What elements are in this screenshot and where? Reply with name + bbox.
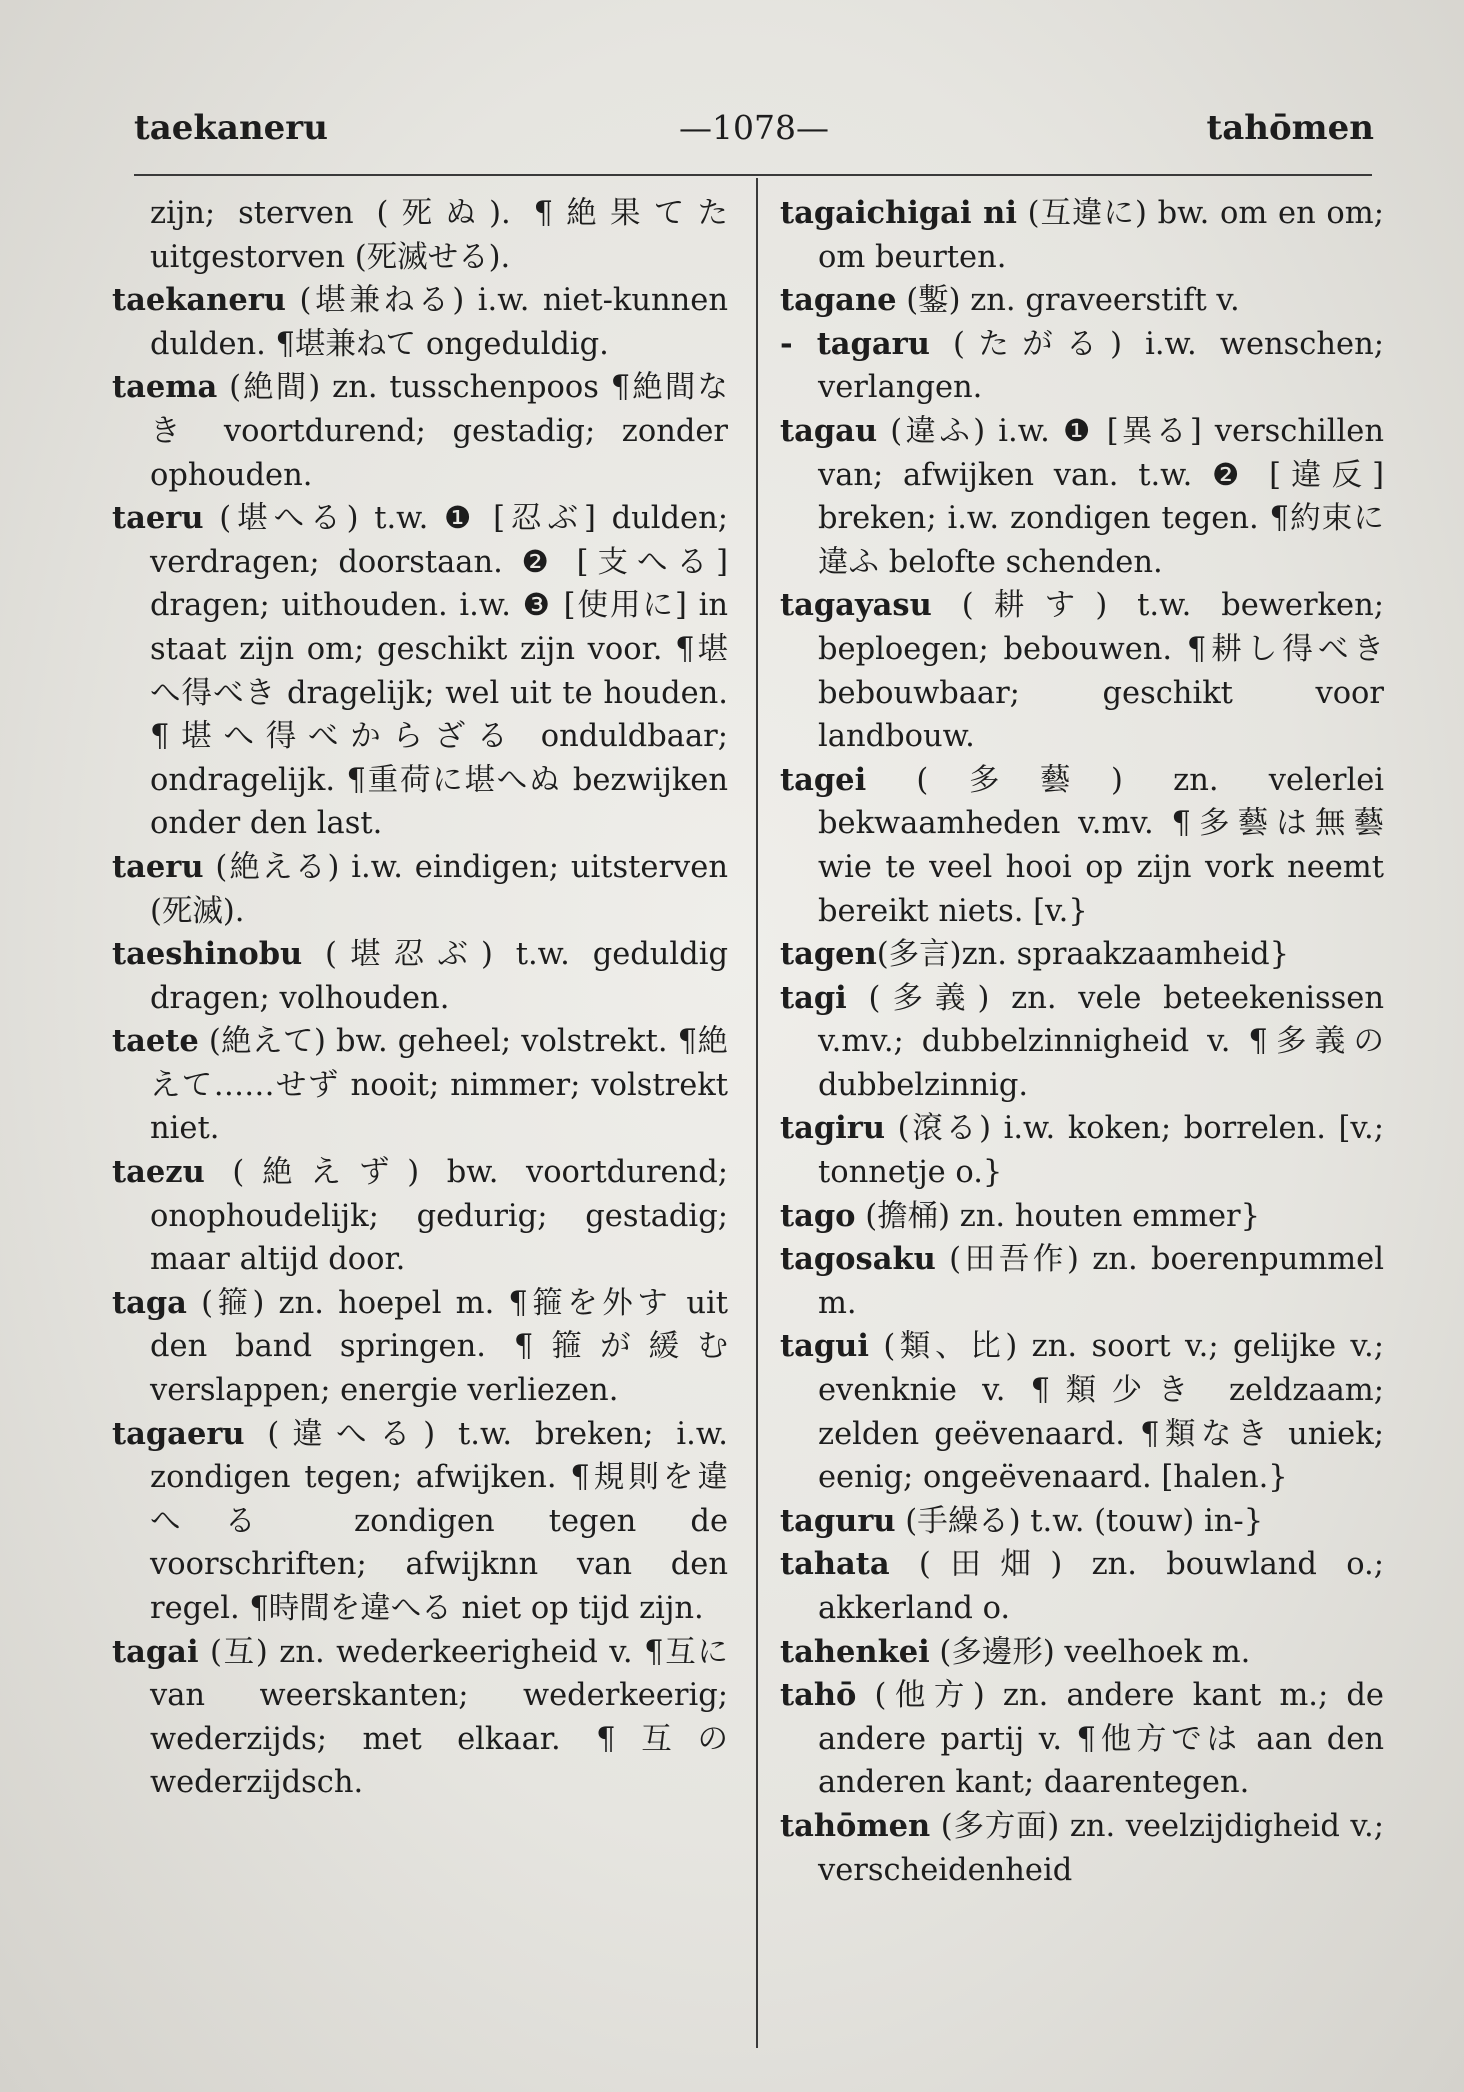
dictionary-entry bbox=[112, 497, 728, 846]
entry-headword: tahenkei bbox=[780, 1633, 930, 1670]
dictionary-entry bbox=[780, 1500, 1384, 1544]
dictionary-entry bbox=[112, 1282, 728, 1413]
entry-headword: tagai bbox=[112, 1633, 199, 1670]
right-running-head: tahōmen bbox=[1206, 108, 1374, 148]
entry-headword: taeshinobu bbox=[112, 936, 303, 973]
entry-definition: (鏨) zn. graveerstift v. bbox=[896, 283, 1240, 319]
entry-headword: tagosaku bbox=[780, 1241, 936, 1278]
dictionary-entry bbox=[780, 1631, 1384, 1675]
entry-definition: (絶えて) bw. geheel; volstrekt. ¶絶えて……せず nooit; nimmer; volstrekt niet. bbox=[150, 1024, 728, 1147]
entry-definition: (滾る) i.w. koken; borrelen. [v.; tonnetje o.} bbox=[818, 1111, 1384, 1191]
entry-headword: tagei bbox=[780, 761, 867, 798]
entry-headword: taeru bbox=[112, 848, 204, 885]
entry-definition: (耕す) t.w. bewerken; beploegen; bebouwen. ¶耕し得べき bebouwbaar; geschikt voor landbouw. bbox=[818, 588, 1384, 755]
entry-headword: tagen bbox=[780, 936, 877, 973]
dictionary-entry bbox=[780, 933, 1384, 977]
entry-headword: taekaneru bbox=[112, 282, 286, 319]
entry-definition: (田畑) zn. bouwland o.; akkerland o. bbox=[818, 1547, 1384, 1626]
dictionary-entry bbox=[780, 192, 1384, 279]
entry-headword: taguru bbox=[780, 1502, 896, 1539]
entry-definition: (違へる) t.w. breken; i.w. zondigen tegen; afwijken. ¶規則を違へる zondigen tegen de voorschriften; afwijknn van den regel. ¶時間を違へる niet op tijd zijn. bbox=[150, 1416, 728, 1626]
dictionary-entry bbox=[112, 366, 728, 497]
right-column bbox=[780, 192, 1384, 1892]
header-rule bbox=[134, 174, 1372, 176]
column-divider bbox=[756, 178, 758, 2048]
entry-headword: tagiru bbox=[780, 1110, 886, 1147]
dictionary-entry bbox=[112, 192, 728, 279]
entry-headword: tagui bbox=[780, 1328, 869, 1365]
entry-definition: (多藝) zn. velerlei bekwaamheden v.mv. ¶多藝は無藝 wie te veel hooi op zijn vork neemt bereikt niets. [v.} bbox=[818, 762, 1384, 929]
entry-headword: tagau bbox=[780, 412, 878, 449]
entry-definition: (絶えず) bw. voortdurend; onophoudelijk; gedurig; gestadig; maar altijd door. bbox=[150, 1155, 728, 1278]
dictionary-entry bbox=[780, 323, 1384, 410]
entry-definition: (堪兼ねる) i.w. niet-kunnen dulden. ¶堪兼ねて ongeduldig. bbox=[150, 283, 728, 362]
entry-definition: (堪へる) t.w. ❶ [忍ぶ] dulden; verdragen; doorstaan. ❷ [支へる] dragen; uithouden. i.w. ❸ [使用に] in staat zijn om; geschikt zijn voor. ¶堪へ得べき dragelijk; wel uit te houden. ¶堪へ得べからざる onduldbaar; ondragelijk. ¶重荷に堪へぬ bezwijken onder den last. bbox=[150, 501, 728, 842]
page-number: —1078— bbox=[679, 108, 829, 147]
dictionary-entry bbox=[780, 1238, 1384, 1325]
entry-definition: (互違に) bw. om en om; om beurten. bbox=[818, 196, 1384, 275]
dictionary-entry bbox=[780, 584, 1384, 758]
dictionary-entry bbox=[112, 279, 728, 366]
dictionary-entry bbox=[112, 1631, 728, 1805]
entry-headword: tago bbox=[780, 1197, 856, 1234]
dictionary-entry bbox=[780, 1543, 1384, 1630]
entry-headword: taezu bbox=[112, 1154, 205, 1191]
entry-definition: zijn; sterven (死ぬ). ¶絶果てた uitgestorven (死滅せる). bbox=[150, 196, 728, 275]
entry-definition: (たがる) i.w. wenschen; verlangen. bbox=[818, 326, 1384, 406]
entry-definition: (違ふ) i.w. ❶ [異る] verschillen van; afwijken van. t.w. ❷ [違反] breken; i.w. zondigen tegen. ¶約束に違ふ belofte schenden. bbox=[818, 413, 1384, 580]
entry-definition: (多義) zn. vele beteekenissen v.mv.; dubbelzinnigheid v. ¶多義の dubbelzinnig. bbox=[818, 980, 1384, 1103]
dictionary-entry bbox=[112, 933, 728, 1020]
entry-definition: (箍) zn. hoepel m. ¶箍を外す uit den band springen. ¶箍が緩む verslappen; energie verliezen. bbox=[150, 1285, 728, 1409]
entry-definition: (互) zn. wederkeerigheid v. ¶互に van weerskanten; wederkeerig; wederzijds; met elkaar. ¶互の wederzijdsch. bbox=[150, 1634, 728, 1801]
dictionary-entry bbox=[112, 1413, 728, 1631]
entry-headword: tagaeru bbox=[112, 1415, 245, 1452]
dictionary-entry bbox=[780, 1805, 1384, 1892]
dictionary-entry bbox=[112, 1020, 728, 1151]
entry-headword: tagaichigai ni bbox=[780, 195, 1017, 231]
entry-definition: (手繰る) t.w. (touw) in-} bbox=[895, 1503, 1264, 1539]
left-running-head: taekaneru bbox=[134, 108, 328, 148]
dictionary-entry bbox=[780, 1195, 1384, 1239]
entry-definition: (堪忍ぶ) t.w. geduldig dragen; volhouden. bbox=[150, 937, 728, 1016]
entry-definition: (擔桶) zn. houten emmer} bbox=[855, 1198, 1261, 1234]
entry-definition: (類、比) zn. soort v.; gelijke v.; evenknie v. ¶類少き zeldzaam; zelden geëvenaard. ¶類なき uniek; eenig; ongeëvenaard. [halen.} bbox=[818, 1329, 1384, 1496]
entry-headword: tagi bbox=[780, 979, 847, 1016]
entry-headword: tahō bbox=[780, 1677, 857, 1714]
entry-definition: (多邊形) veelhoek m. bbox=[929, 1634, 1251, 1670]
entry-definition: (他方) zn. andere kant m.; de andere partij v. ¶他方では aan den anderen kant; daarentegen. bbox=[818, 1678, 1384, 1801]
dictionary-entry bbox=[780, 1325, 1384, 1499]
entry-definition: (田吾作) zn. boerenpummel m. bbox=[818, 1242, 1384, 1321]
entry-definition: (多言)zn. spraakzaamheid} bbox=[876, 937, 1290, 973]
entry-headword: taeru bbox=[112, 500, 204, 537]
dictionary-entry bbox=[780, 759, 1384, 933]
entry-headword: taete bbox=[112, 1023, 199, 1060]
entry-headword: taga bbox=[112, 1284, 187, 1321]
entry-headword: tagayasu bbox=[780, 587, 932, 624]
entry-definition: (多方面) zn. veelzijdigheid v.; verscheidenheid bbox=[818, 1808, 1384, 1888]
page-header bbox=[134, 108, 1374, 164]
entry-headword: - tagaru bbox=[780, 325, 930, 362]
entry-headword: tahōmen bbox=[780, 1807, 931, 1844]
dictionary-entry bbox=[780, 279, 1384, 323]
entry-definition: (絶える) i.w. eindigen; uitsterven (死滅). bbox=[150, 849, 728, 929]
entry-headword: tagane bbox=[780, 282, 897, 319]
entry-definition: (絶間) zn. tusschenpoos ¶絶間なき voortdurend; gestadig; zonder ophouden. bbox=[150, 370, 728, 493]
dictionary-entry bbox=[112, 846, 728, 933]
dictionary-entry bbox=[780, 1674, 1384, 1805]
dictionary-entry bbox=[112, 1151, 728, 1282]
dictionary-entry bbox=[780, 977, 1384, 1108]
dictionary-entry bbox=[780, 410, 1384, 584]
entry-headword: taema bbox=[112, 369, 218, 406]
dictionary-entry bbox=[780, 1107, 1384, 1194]
left-column bbox=[112, 192, 728, 1805]
entry-headword: tahata bbox=[780, 1546, 890, 1583]
